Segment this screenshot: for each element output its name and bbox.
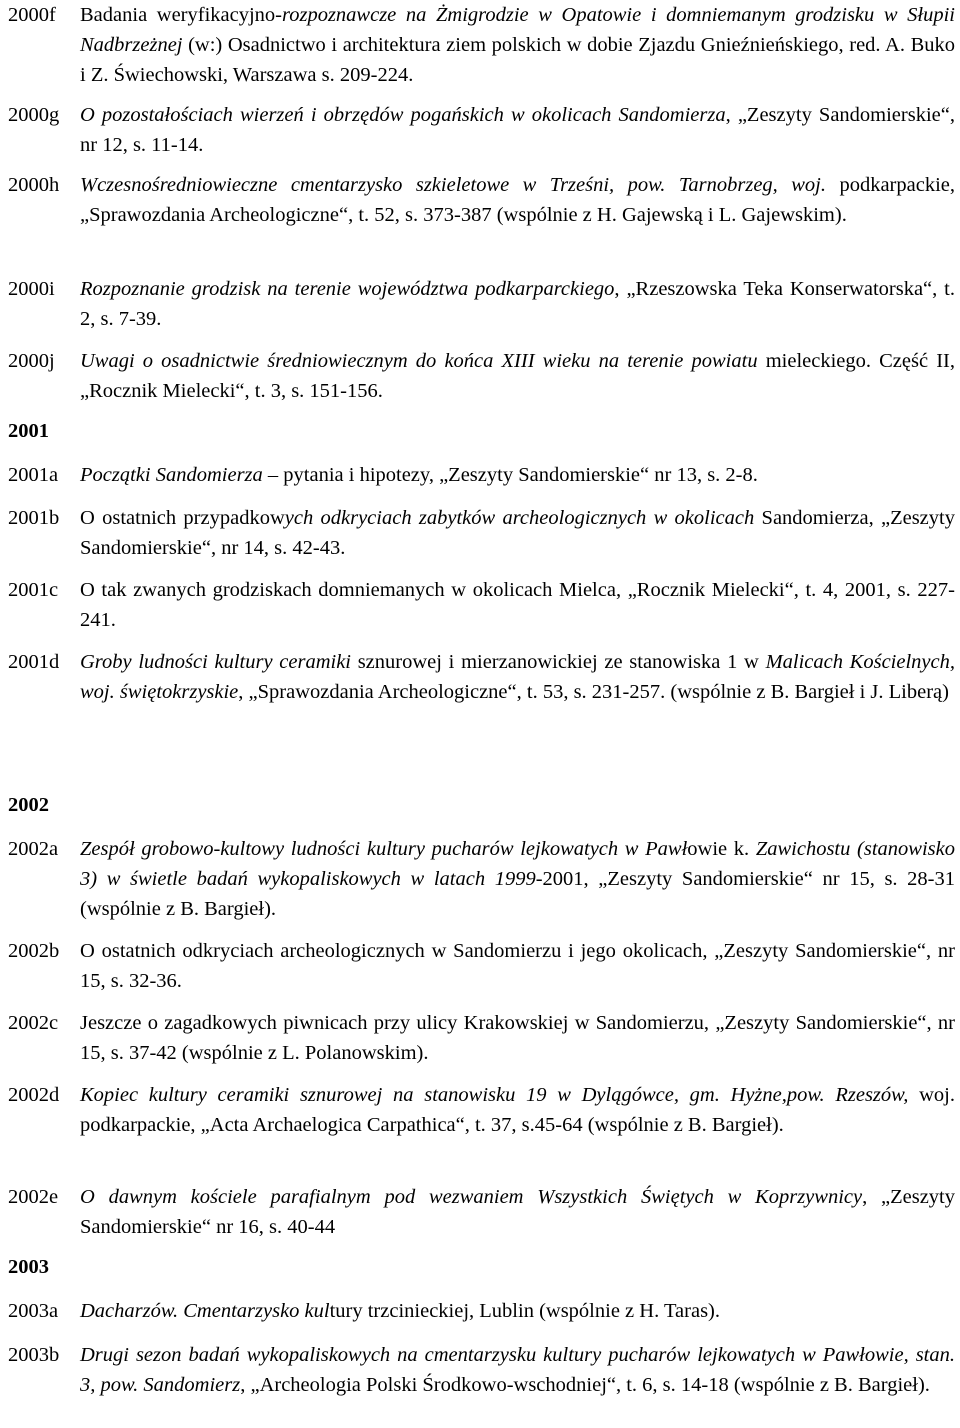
entry-text-segment: (w:) Osadnictwo i architektura ziem polskich w dobie Zjazdu Gnieźnieńskiego, red. A. Buko i Z. Świechowski, Warszawa s. 209-224.: [80, 34, 955, 86]
entry-title-italic: Zespół grobowo-kultowy ludności kultury pucharów lejkowatych w Pawł: [80, 838, 688, 860]
entry-title-italic: rozpoznawcze na Żmigrodzie w Opatowie i domniemanym grodzisku w Słupii Nadbrzeżnej: [80, 4, 955, 56]
entry-title-italic: Wczesnośredniowieczne cmentarzysko szkieletowe w Trześni, pow. Tarnobrzeg, woj.: [80, 174, 826, 196]
entry-title-italic: ych odkryciach zabytków archeologicznych w okolicach: [284, 507, 755, 529]
entry-title-italic: Kopiec kultury ceramiki sznurowej na stanowisku 19 w Dylągówce, gm. Hyżne,pow. Rzeszów,: [80, 1084, 909, 1106]
entry-code: 2000i: [8, 278, 55, 300]
entry-text: [80, 936, 955, 996]
year-heading: 2002: [8, 794, 49, 816]
entry-text-segment: , „Sprawozdania Archeologiczne“, t. 53, s. 231-257. (wspólnie z B. Bargieł i J. Liberą): [238, 681, 949, 703]
entry-title-italic: Drugi sezon badań wykopaliskowych na cmentarzysku kultury pucharów lejkowatych w Pawłowie, stan. 3, pow. Sandomierz: [80, 1344, 955, 1396]
entry-code: 2000g: [8, 104, 60, 126]
entry-text-segment: O ostatnich przypadkow: [80, 507, 285, 529]
entry-text-segment: tury trzcinieckiej, Lublin (wspólnie z H. Taras).: [329, 1300, 721, 1322]
entry-text: [80, 647, 955, 707]
entry-text-segment: woj. podkarpackie, „Acta Archaelogica Carpathica“, t. 37, s.45-64 (wspólnie z B. Bargieł).: [80, 1084, 955, 1136]
entry-text: [80, 1182, 955, 1242]
entry-text-segment: , „Zeszyty Sandomierskie“ nr 16, s. 40-44: [80, 1186, 955, 1238]
year-heading: 2001: [8, 420, 49, 442]
entry-text: [80, 346, 955, 406]
entry-title-italic: Uwagi o osadnictwie średniowiecznym do końca XIII wieku na terenie powiatu: [80, 350, 758, 372]
entry-code: 2000h: [8, 174, 60, 196]
entry-code: 2002e: [8, 1186, 59, 1208]
entry-code: 2001a: [8, 464, 59, 486]
entry-text: [80, 1340, 955, 1400]
entry-code: 2002b: [8, 940, 60, 962]
entry-title-italic: O pozostałościach wierzeń i obrzędów pogańskich w okolicach Sandomierza: [80, 104, 726, 126]
entry-text-segment: owie k.: [687, 838, 756, 860]
entry-text: [80, 170, 955, 230]
entry-title-italic: Malicach Kościelnych, woj. świętokrzyskie: [80, 651, 955, 703]
entry-text-segment: , „Rzeszowska Teka Konserwatorska“, t. 2, s. 7-39.: [80, 278, 955, 330]
entry-text: [80, 0, 955, 90]
entry-text: [80, 1296, 955, 1326]
entry-text: [80, 834, 955, 924]
entry-text-segment: O ostatnich odkryciach archeologicznych w Sandomierzu i jego okolicach, „Zeszyty Sandomierskie“, nr 15, s. 32-36.: [80, 940, 955, 992]
entry-text: [80, 1008, 955, 1068]
entry-title-italic: Zawichostu (stanowisko 3) w świetle badań wykopaliskowych w latach 1999-: [80, 838, 955, 890]
entry-code: 2002a: [8, 838, 59, 860]
entry-text: [80, 1080, 955, 1140]
entry-text-segment: sznurowej i mierzanowickiej ze stanowiska 1 w: [351, 651, 766, 673]
entry-title-italic: Dacharzów. Cmentarzysko kul: [80, 1300, 330, 1322]
entry-title-italic: O dawnym kościele parafialnym pod wezwaniem Wszystkich Świętych w Koprzywnicy: [80, 1186, 863, 1208]
entry-title-italic: Groby ludności kultury ceramiki: [80, 651, 351, 673]
entry-code: 2003a: [8, 1300, 59, 1322]
entry-code: 2002c: [8, 1012, 59, 1034]
entry-text-segment: Badania weryfikacyjno-: [80, 4, 282, 26]
entry-text-segment: O tak zwanych grodziskach domniemanych w okolicach Mielca, „Rocznik Mielecki“, t. 4, 2001, s. 227-241.: [80, 579, 955, 631]
entry-code: 2001d: [8, 651, 60, 673]
entry-text: [80, 503, 955, 563]
entry-text-segment: mieleckiego. Część II, „Rocznik Mielecki“, t. 3, s. 151-156.: [80, 350, 955, 402]
year-heading: 2003: [8, 1256, 49, 1278]
entry-title-italic: Początki Sandomierza: [80, 464, 263, 486]
entry-code: 2002d: [8, 1084, 60, 1106]
entry-text: [80, 575, 955, 635]
entry-text-segment: , „Zeszyty Sandomierskie“, nr 12, s. 11-14.: [80, 104, 955, 156]
entry-code: 2001c: [8, 579, 59, 601]
entry-text: [80, 460, 955, 490]
entry-code: 2000f: [8, 4, 56, 26]
entry-text-segment: podkarpackie, „Sprawozdania Archeologiczne“, t. 52, s. 373-387 (wspólnie z H. Gajewską i L. Gajewskim).: [80, 174, 955, 226]
entry-text-segment: , „Archeologia Polski Środkowo-wschodniej“, t. 6, s. 14-18 (wspólnie z B. Bargieł).: [240, 1374, 930, 1396]
entry-text: [80, 274, 955, 334]
entry-text-segment: Jeszcze o zagadkowych piwnicach przy ulicy Krakowskiej w Sandomierzu, „Zeszyty Sandomierskie“, nr 15, s. 37-42 (wspólnie z L. Polanowskim).: [80, 1012, 955, 1064]
entry-text-segment: 2001, „Zeszyty Sandomierskie“ nr 15, s. 28-31 (wspólnie z B. Bargieł).: [80, 868, 956, 920]
entry-code: 2001b: [8, 507, 60, 529]
entry-text-segment: Sandomierza, „Zeszyty Sandomierskie“, nr 14, s. 42-43.: [80, 507, 955, 559]
entry-title-italic: Rozpoznanie grodzisk na terenie województwa podkarparckiego: [80, 278, 615, 300]
entry-text-segment: – pytania i hipotezy, „Zeszyty Sandomierskie“ nr 13, s. 2-8.: [262, 464, 758, 486]
entry-text: [80, 100, 955, 160]
entry-code: 2000j: [8, 350, 55, 372]
entry-code: 2003b: [8, 1344, 60, 1366]
